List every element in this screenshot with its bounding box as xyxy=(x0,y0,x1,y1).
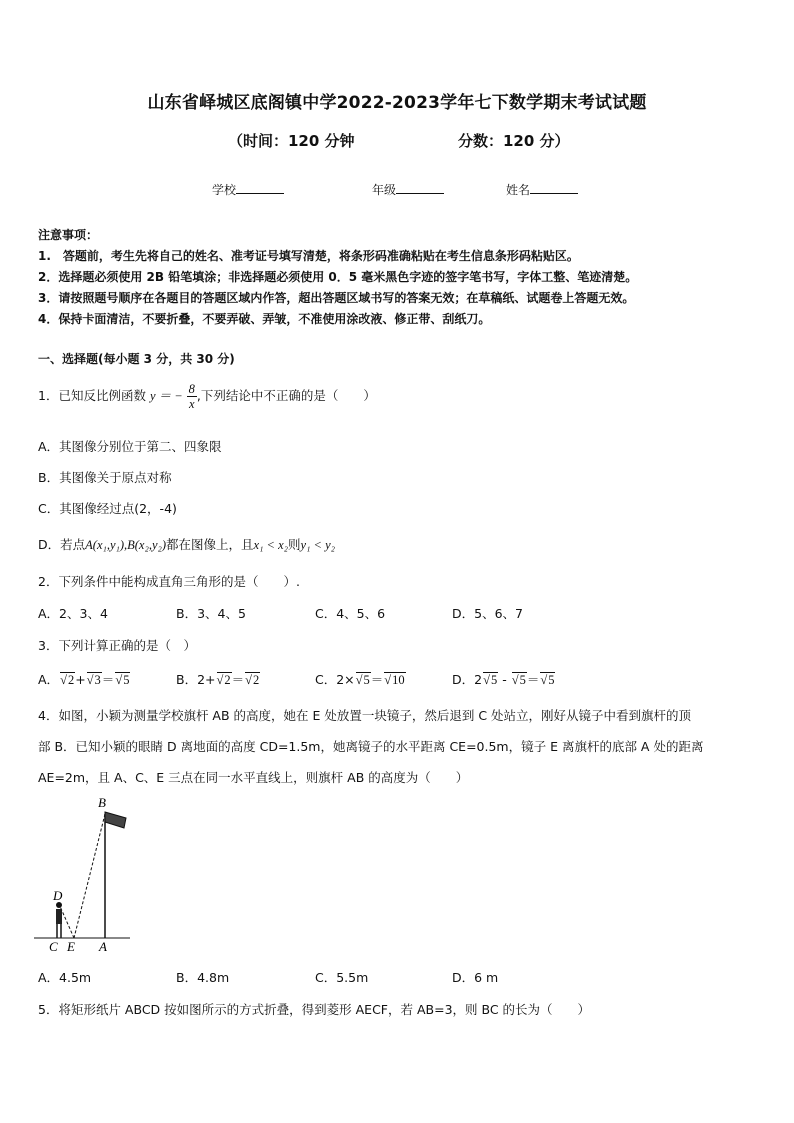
fig-label-b: B xyxy=(98,795,106,810)
q1-func: y ＝ − xyxy=(149,389,183,403)
q3-a-root3: √ 5 xyxy=(115,672,130,688)
q1-option-d xyxy=(38,535,335,553)
fig-label-c: C xyxy=(49,939,58,954)
q3-c-label: C．2× xyxy=(315,672,355,687)
q3-option-b xyxy=(176,670,260,688)
q3-a-label: A． xyxy=(38,672,60,687)
name-blank xyxy=(530,182,578,194)
question-3-stem: 3．下列计算正确的是（ ） xyxy=(38,638,196,653)
grade-blank xyxy=(396,182,444,194)
q3-d-label: D．2 xyxy=(452,672,483,687)
q1-option-c: C．其图像经过点(2，-4) xyxy=(38,501,177,516)
q4-option-a: A．4.5m xyxy=(38,970,92,985)
q3-option-a xyxy=(38,670,130,688)
q1-d-points: A(x₁,y₁),B(x₂,y₂) xyxy=(85,538,167,552)
name-label: 姓名 xyxy=(506,183,531,197)
sight-line-be xyxy=(74,814,105,938)
notice-item: 4．保持卡面清洁，不要折叠，不要弄破、弄皱，不准使用涂改液、修正带、刮纸刀。 xyxy=(38,312,491,326)
q1-d-cond: x₁ < x₂ xyxy=(253,538,289,552)
q1-option-a: A．其图像分别位于第二、四象限 xyxy=(38,439,222,454)
grade-label: 年级 xyxy=(372,183,397,197)
fig-label-e: E xyxy=(67,939,75,954)
q3-b-root1: √ 2 xyxy=(217,672,232,688)
school-label: 学校 xyxy=(212,183,237,197)
q3-d-root3: √ 5 xyxy=(540,672,555,688)
notice-heading: 注意事项： xyxy=(38,228,99,242)
q3-d-root1: √ 5 xyxy=(483,672,498,688)
q3-c-root1: √ 5 xyxy=(356,672,371,688)
question-2-stem: 2．下列条件中能构成直角三角形的是（ ）. xyxy=(38,574,300,589)
question-1-stem xyxy=(38,382,376,411)
q1-suffix: ,下列结论中不正确的是（ ） xyxy=(196,388,376,403)
q2-option-d: D．5、6、7 xyxy=(452,606,523,621)
q4-option-b: B．4.8m xyxy=(176,970,230,985)
q3-b-eq: ＝ xyxy=(231,672,245,687)
flag-icon xyxy=(105,812,126,828)
notice-item: 2．选择题必须使用 2B 铅笔填涂；非选择题必须使用 0．5 毫米黑色字迹的签字笔书写，字体工整、笔迹清楚。 xyxy=(38,270,638,284)
q3-b-label: B．2+ xyxy=(176,672,216,687)
q3-c-root2: √ 10 xyxy=(384,672,405,688)
exam-time: （时间：120 分钟 xyxy=(228,132,355,150)
q1-prefix: 1．已知反比例函数 xyxy=(38,388,146,403)
q1-option-b: B．其图像关于原点对称 xyxy=(38,470,172,485)
q3-option-d xyxy=(452,670,555,688)
q1-d-then: 则 xyxy=(288,537,301,552)
name-field xyxy=(506,181,578,198)
q3-d-eq: ＝ xyxy=(526,672,540,687)
q3-a-root2: √ 3 xyxy=(87,672,102,688)
q1-numerator: 8 xyxy=(188,382,195,396)
q3-c-eq: ＝ xyxy=(370,672,384,687)
question-4-line2: 部 B．已知小颖的眼睛 D 离地面的高度 CD=1.5m，她离镜子的水平距离 CE=0.5m，镜子 E 离旗杆的底部 A 处的距离 xyxy=(38,739,704,754)
school-field xyxy=(212,181,284,198)
exam-title: 山东省峄城区底阁镇中学2022-2023学年七下数学期末考试试题 xyxy=(147,93,647,113)
school-blank xyxy=(236,182,284,194)
q3-a-plus: + xyxy=(75,672,86,687)
q3-b-root2: √ 2 xyxy=(245,672,260,688)
q1-d-prefix: D．若点 xyxy=(38,537,86,552)
question-5-stem: 5．将矩形纸片 ABCD 按如图所示的方式折叠，得到菱形 AECF，若 AB=3，则 BC 的长为（ ） xyxy=(38,1002,591,1017)
question-4-line1: 4．如图，小颖为测量学校旗杆 AB 的高度，她在 E 处放置一块镜子，然后退到 C 处站立，刚好从镜子中看到旗杆的顶 xyxy=(38,708,692,723)
fig-label-a: A xyxy=(99,939,107,954)
q4-figure xyxy=(30,792,140,957)
notice-item: 1. 答题前，考生先将自己的姓名、准考证号填写清楚，将条形码准确粘贴在考生信息条形码粘贴区。 xyxy=(38,249,579,263)
question-4-line3: AE=2m，且 A、C、E 三点在同一水平直线上，则旗杆 AB 的高度为（ ） xyxy=(38,770,469,785)
q1-fraction xyxy=(187,382,197,411)
notice-item: 3．请按照题号顺序在各题目的答题区域内作答，超出答题区域书写的答案无效；在草稿纸、试题卷上答题无效。 xyxy=(38,291,635,305)
section-heading: 一、选择题(每小题 3 分，共 30 分) xyxy=(38,352,235,366)
fig-label-d: D xyxy=(53,888,63,903)
q3-option-c xyxy=(315,670,406,688)
q1-d-mid: 都在图像上，且 xyxy=(166,537,254,552)
q3-d-root2: √ 5 xyxy=(512,672,527,688)
q2-option-c: C．4、5、6 xyxy=(315,606,386,621)
q3-a-eq: ＝ xyxy=(101,672,115,687)
q1-denominator: x xyxy=(189,397,195,411)
exam-score: 分数：120 分） xyxy=(458,132,570,150)
q2-option-a: A．2、3、4 xyxy=(38,606,108,621)
q4-option-c: C．5.5m xyxy=(315,970,369,985)
q1-d-result: y₁ < y₂ xyxy=(300,538,336,552)
q3-d-minus: - xyxy=(498,672,511,687)
q3-a-root1: √ 2 xyxy=(60,672,75,688)
q4-option-d: D．6 m xyxy=(452,970,499,985)
grade-field xyxy=(372,181,444,198)
person-icon xyxy=(56,902,62,938)
q2-option-b: B．3、4、5 xyxy=(176,606,246,621)
